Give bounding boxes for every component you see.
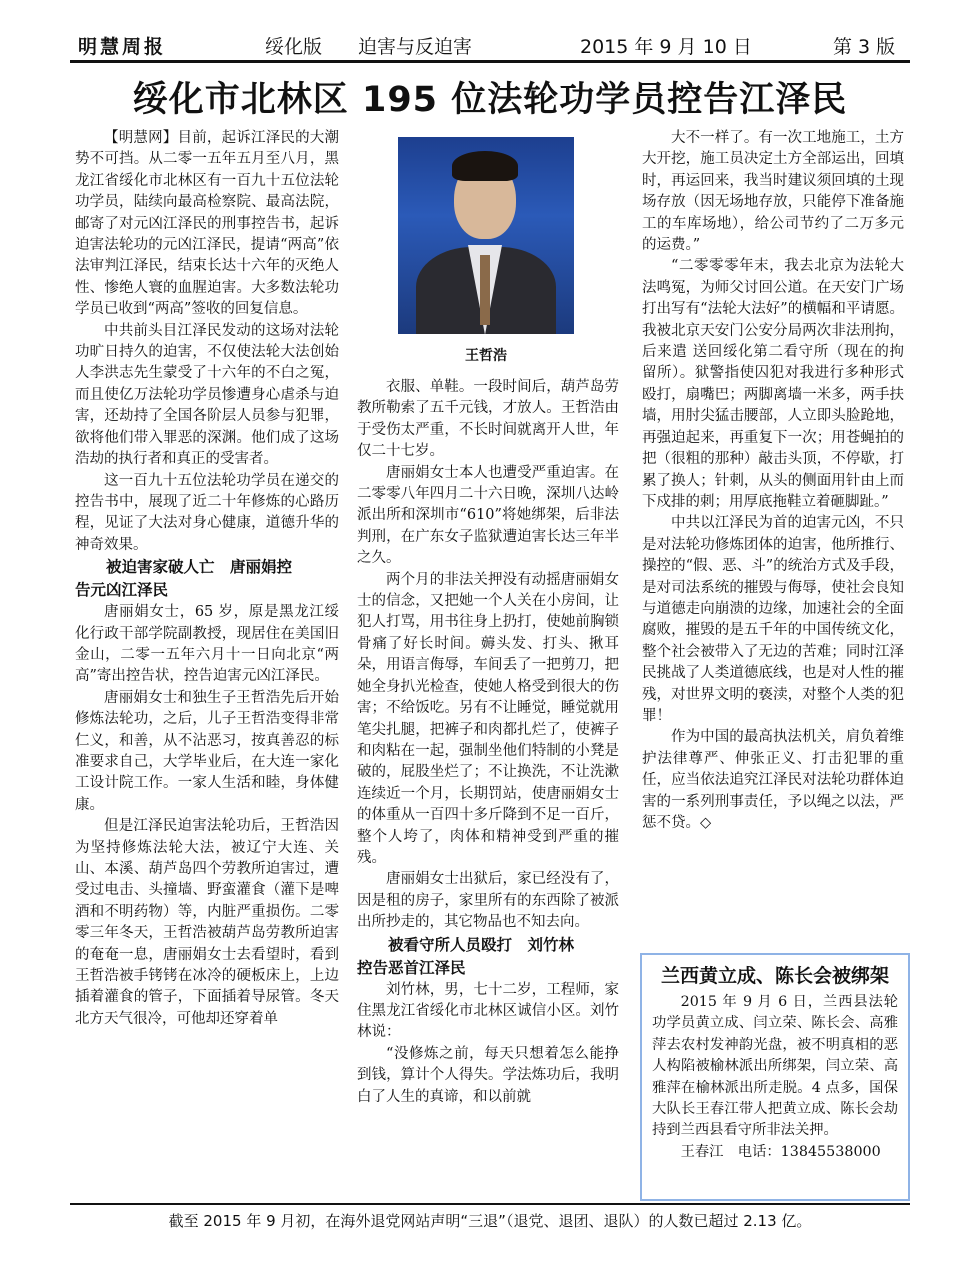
paragraph: 作为中国的最高执法机关，肩负着维护法律尊严、伸张正义、打击犯罪的重任，应当依法追究江泽民对法轮功群体迫害的一系列刑事责任，予以绳之以法，严惩不贷。◇ bbox=[642, 729, 904, 831]
section-label: 迫害与反迫害 bbox=[358, 36, 473, 58]
paragraph: 两个月的非法关押没有动摇唐丽娟女士的信念，又把她一个人关在小房间，让犯人打骂，用书往身上扔打，使她前胸锁骨痛了好长时间。薅头发、打头、揪耳朵，用语言侮辱，车间丢了一把剪刀，把她全身扒光检查，使她人格受到很大的伤害；不给饭吃。另有不让睡觉，睡觉就用笔尖扎腿，把裤子和肉都扎烂了，使裤子和肉粘在一起，强制坐他们特制的小凳是破的，屁股坐烂了；不让换洗，不让洗漱连续近一个月，长期罚站，使唐丽娟女士的体重从一百四十多斤降到不足一百斤，整个人垮了，肉体和精神受到严重的摧残。 bbox=[357, 571, 619, 866]
paragraph: 刘竹林，男，七十二岁，工程师，家住黑龙江省绥化市北林区诚信小区。刘竹林说： bbox=[357, 981, 619, 1041]
paragraph: 但是江泽民迫害法轮功后，王哲浩因为坚持修炼法轮大法，被辽宁大连、关山、本溪、葫芦岛四个劳教所迫害过，遭受过电击、头撞墙、野蛮灌食（灌下是啤酒和不明药物）等，内脏严重损伤。二零零三年冬天，王哲浩被葫芦岛劳教所迫害的奄奄一息，唐丽娟女士去看望时，看到王哲浩被手铐铐在冰冷的硬板床上，上边插着灌食的管子，下面插着导尿管。冬天北方天气很冷，可他却还穿着单 bbox=[75, 818, 339, 1027]
subheading-line: 被看守所人员殴打 刘竹林 bbox=[388, 935, 575, 954]
subheading-line: 控告恶首江泽民 bbox=[357, 958, 466, 977]
paragraph: 大不一样了。有一次工地施工，土方大开挖，施工员决定土方全部运出，回填时，再运回来，我当时建议须回填的土现场存放（因无场地存放，只能停下准备施工的车库场地），给公司节约了二万多元的运费。” bbox=[642, 130, 904, 254]
brief-paragraph: 2015 年 9 月 6 日，兰西县法轮功学员黄立成、闫立荣、陈长会、高雅萍去农村发神韵光盘，被不明真相的恶人构陷被榆林派出所绑架，闫立荣、高雅萍在榆林派出所走脱。4 点多，国保大队长王春江带人把黄立成、陈长会劫持到兰西县看守所非法关押。 bbox=[652, 994, 898, 1139]
paragraph: “没修炼之前，每天只想着怎么能挣到钱，算计个人得失。学法炼功后，我明白了人生的真谛，和以前就 bbox=[357, 1045, 619, 1105]
paragraph: “二零零零年末，我去北京为法轮大法鸣冤，为师父讨回公道。在天安门广场打出写有“法轮大法好”的横幅和平请愿。我被北京天安门公安分局两次非法刑拘，后来遣 送回绥化第二看守所（现在的拘留所）。狱警指使囚犯对我进行多种形式殴打，扇嘴巴；两脚离墙一米多，两手扶墙，用肘尖猛击腰部，人立即头脸跄地，再强迫起来，再重复下一次；用苍蝇拍的把（很粗的那种）敲击头顶，不停歇，打累了换人；针刺，从头的侧面用针由上而下戍排的刺；用厚底拖鞋立着砸脚趾。” bbox=[642, 258, 904, 510]
paragraph: 中共前头目江泽民发动的这场对法轮功旷日持久的迫害，不仅使法轮大法创始人李洪志先生蒙受了十六年的不白之冤，而且使亿万法轮功学员惨遭身心虐杀与迫害，还劫持了全国各阶层人员参与犯罪，欲将他们带入罪恶的深渊。他们成了这场浩劫的执行者和真正的受害者。 bbox=[75, 322, 339, 468]
paragraph: 唐丽娟女士出狱后，家已经没有了，因是租的房子，家里所有的东西除了被派出所抄走的，其它物品也不知去向。 bbox=[357, 871, 619, 931]
footer-notice: 截至 2015 年 9 月初，在海外退党网站声明“三退”（退党、退团、退队）的人数已超过 2.13 亿。 bbox=[168, 1212, 812, 1230]
portrait-photo bbox=[398, 137, 574, 334]
news-brief-box bbox=[640, 953, 910, 1201]
subheading bbox=[357, 934, 619, 980]
newspaper-name: 明慧周报 bbox=[78, 36, 167, 58]
page-number: 第 3 版 bbox=[833, 36, 896, 58]
brief-title: 兰西黄立成、陈长会被绑架 bbox=[660, 965, 889, 987]
issue-date: 2015 年 9 月 10 日 bbox=[580, 36, 752, 58]
bottom-divider bbox=[70, 1203, 910, 1205]
paragraph: 唐丽娟女士，65 岁，原是黑龙江绥化行政干部学院副教授，现居住在美国旧金山，二零一五年六月十一日向北京“两高”寄出控告状，控告迫害元凶江泽民。 bbox=[75, 604, 339, 685]
paragraph: 这一百九十五位法轮功学员在递交的控告书中，展现了近二十年修炼的心路历程，见证了大法对身心健康，道德升华的神奇效果。 bbox=[75, 472, 339, 553]
edition-label: 绥化版 bbox=[265, 36, 323, 58]
paragraph: 唐丽娟女士和独生子王哲浩先后开始修炼法轮功，之后，儿子王哲浩变得非常仁义，和善，从不沾恶习，按真善忍的标准要求自己，大学毕业后，在大连一家化工设计院工作。一家人生活和睦，身体健康。 bbox=[75, 689, 339, 813]
photo-caption: 王哲浩 bbox=[465, 348, 507, 364]
article-column-3 bbox=[642, 128, 904, 834]
subheading-line: 被迫害家破人亡 唐丽娟控 bbox=[106, 558, 293, 577]
paragraph: 【明慧网】目前，起诉江泽民的大潮势不可挡。从二零一五年五月至八月，黑龙江省绥化市北林区有一百九十五位法轮功学员，陆续向最高检察院、最高法院，邮寄了对元凶江泽民的刑事控告书，起诉迫害法轮功的元凶江泽民，提请“两高”依法审判江泽民，结束长达十六年的灭绝人性、惨绝人寰的血腥迫害。大多数法轮功学员已收到“两高”签收的回复信息。 bbox=[75, 130, 339, 318]
article-headline: 绥化市北林区 195 位法轮功学员控告江泽民 bbox=[132, 80, 848, 120]
paragraph: 中共以江泽民为首的迫害元凶，不只是对法轮功修炼团体的迫害，他所推行、操控的“假、恶、斗”的统治方式及手段，是对司法系统的摧毁与侮辱，使社会良知与道德走向崩溃的边缘，加速社会的全面腐败，摧毁的是五千年的中国传统文化，整个社会被带入了无边的苦难；同时江泽民挑战了人类道德底线，也是对人性的摧残，对世界文明的亵渎，对整个人类的犯罪！ bbox=[642, 515, 904, 724]
paragraph: 衣服、单鞋。一段时间后，葫芦岛劳教所勒索了五千元钱，才放人。王哲浩由于受伤太严重，不长时间就离开人世，年仅二十七岁。 bbox=[357, 379, 619, 460]
article-column-1 bbox=[75, 128, 339, 1030]
top-divider bbox=[70, 60, 910, 63]
masthead bbox=[70, 30, 910, 58]
article-column-2 bbox=[357, 377, 619, 1108]
subheading-line: 告元凶江泽民 bbox=[75, 581, 169, 600]
paragraph: 唐丽娟女士本人也遭受严重迫害。在二零零八年四月二十六日晚，深圳八达岭派出所和深圳市“610”将她绑架，后非法判刑，在广东女子监狱遭迫害长达三年半之久。 bbox=[357, 464, 619, 567]
brief-contact: 王春江 电话：13845538000 bbox=[680, 1143, 881, 1160]
subheading bbox=[75, 556, 339, 602]
